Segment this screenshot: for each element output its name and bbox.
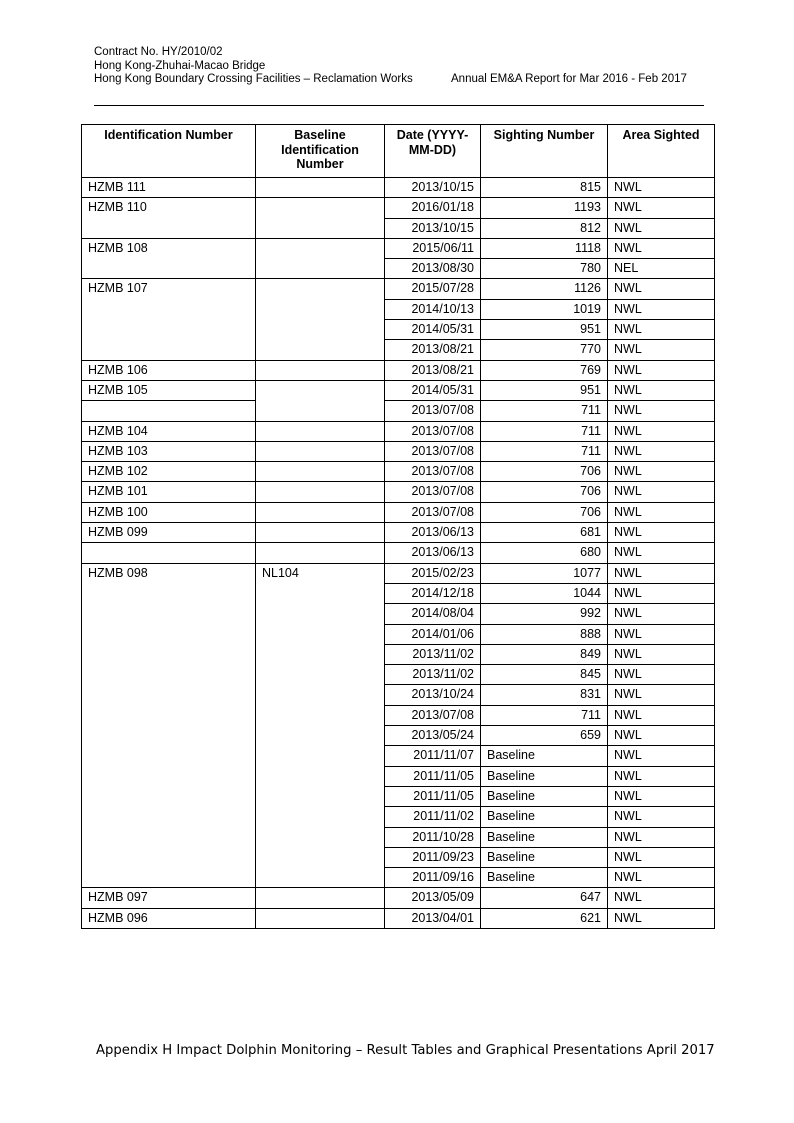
table-row xyxy=(82,908,715,928)
sighting-number-cell: 711 xyxy=(481,441,608,461)
sighting-number-cell: 815 xyxy=(481,178,608,198)
sighting-number-cell: 1019 xyxy=(481,299,608,319)
date-cell: 2013/06/13 xyxy=(385,543,481,563)
date-cell: 2015/06/11 xyxy=(385,238,481,258)
date-cell: 2011/11/02 xyxy=(385,807,481,827)
baseline-identification-cell xyxy=(256,523,385,543)
area-sighted-cell: NWL xyxy=(608,786,715,806)
area-sighted-cell: NWL xyxy=(608,299,715,319)
area-sighted-cell: NWL xyxy=(608,624,715,644)
date-cell: 2013/10/15 xyxy=(385,178,481,198)
table-header-row xyxy=(82,125,715,178)
baseline-identification-cell: NL104 xyxy=(256,563,385,888)
column-header-identification-number: Identification Number xyxy=(82,125,256,178)
area-sighted-cell: NEL xyxy=(608,259,715,279)
table-row xyxy=(82,543,715,563)
area-sighted-cell: NWL xyxy=(608,482,715,502)
sighting-number-cell: 1193 xyxy=(481,198,608,218)
table-row xyxy=(82,888,715,908)
sighting-number-cell: 706 xyxy=(481,462,608,482)
date-cell: 2013/08/30 xyxy=(385,259,481,279)
sighting-number-cell: Baseline xyxy=(481,847,608,867)
date-cell: 2013/07/08 xyxy=(385,421,481,441)
date-cell: 2014/05/31 xyxy=(385,380,481,400)
area-sighted-cell: NWL xyxy=(608,421,715,441)
date-cell: 2013/07/08 xyxy=(385,441,481,461)
baseline-identification-cell xyxy=(256,380,385,421)
date-cell: 2011/09/23 xyxy=(385,847,481,867)
date-cell: 2016/01/18 xyxy=(385,198,481,218)
table-row xyxy=(82,360,715,380)
table-row xyxy=(82,563,715,583)
date-cell: 2014/01/06 xyxy=(385,624,481,644)
sighting-number-cell: 1077 xyxy=(481,563,608,583)
date-cell: 2013/10/15 xyxy=(385,218,481,238)
sighting-number-cell: Baseline xyxy=(481,746,608,766)
date-cell: 2013/06/13 xyxy=(385,523,481,543)
area-sighted-cell: NWL xyxy=(608,888,715,908)
identification-number-cell: HZMB 104 xyxy=(82,421,256,441)
column-header-baseline-identification-number: Baseline Identification Number xyxy=(256,125,385,178)
identification-number-cell xyxy=(82,401,256,421)
project-subtitle: Hong Kong Boundary Crossing Facilities – Reclamation Works xyxy=(94,73,413,86)
date-cell: 2015/07/28 xyxy=(385,279,481,299)
area-sighted-cell: NWL xyxy=(608,198,715,218)
sighting-number-cell: 621 xyxy=(481,908,608,928)
baseline-identification-cell xyxy=(256,908,385,928)
table-body xyxy=(82,178,715,929)
area-sighted-cell: NWL xyxy=(608,746,715,766)
sighting-number-cell: 680 xyxy=(481,543,608,563)
area-sighted-cell: NWL xyxy=(608,726,715,746)
date-cell: 2013/08/21 xyxy=(385,340,481,360)
identification-number-cell: HZMB 100 xyxy=(82,502,256,522)
date-cell: 2014/10/13 xyxy=(385,299,481,319)
table-row xyxy=(82,178,715,198)
identification-number-cell: HZMB 102 xyxy=(82,462,256,482)
area-sighted-cell: NWL xyxy=(608,543,715,563)
table-row xyxy=(82,482,715,502)
identification-number-cell: HZMB 110 xyxy=(82,198,256,239)
sighting-number-cell: Baseline xyxy=(481,786,608,806)
identification-number-cell: HZMB 098 xyxy=(82,563,256,888)
sighting-number-cell: Baseline xyxy=(481,868,608,888)
area-sighted-cell: NWL xyxy=(608,218,715,238)
baseline-identification-cell xyxy=(256,178,385,198)
sighting-number-cell: Baseline xyxy=(481,766,608,786)
page-header xyxy=(94,46,714,87)
column-header-area-sighted: Area Sighted xyxy=(608,125,715,178)
sighting-number-cell: Baseline xyxy=(481,827,608,847)
date-cell: 2014/08/04 xyxy=(385,604,481,624)
baseline-identification-cell xyxy=(256,441,385,461)
page-footer: Appendix H Impact Dolphin Monitoring – Result Tables and Graphical Presentations April 2017 xyxy=(96,1043,715,1058)
area-sighted-cell: NWL xyxy=(608,705,715,725)
identification-number-cell: HZMB 103 xyxy=(82,441,256,461)
area-sighted-cell: NWL xyxy=(608,380,715,400)
area-sighted-cell: NWL xyxy=(608,766,715,786)
date-cell: 2013/11/02 xyxy=(385,665,481,685)
baseline-identification-cell xyxy=(256,482,385,502)
table-row xyxy=(82,198,715,218)
sighting-number-cell: 831 xyxy=(481,685,608,705)
date-cell: 2013/04/01 xyxy=(385,908,481,928)
date-cell: 2013/10/24 xyxy=(385,685,481,705)
date-cell: 2013/07/08 xyxy=(385,462,481,482)
identification-number-cell: HZMB 105 xyxy=(82,380,256,400)
area-sighted-cell: NWL xyxy=(608,279,715,299)
table-row xyxy=(82,502,715,522)
baseline-identification-cell xyxy=(256,360,385,380)
baseline-identification-cell xyxy=(256,543,385,563)
date-cell: 2011/10/28 xyxy=(385,827,481,847)
sighting-number-cell: 706 xyxy=(481,502,608,522)
sighting-number-cell: 647 xyxy=(481,888,608,908)
area-sighted-cell: NWL xyxy=(608,644,715,664)
sightings-table xyxy=(81,124,715,929)
contract-number: Contract No. HY/2010/02 xyxy=(94,46,223,58)
baseline-identification-cell xyxy=(256,888,385,908)
area-sighted-cell: NWL xyxy=(608,360,715,380)
sighting-number-cell: 681 xyxy=(481,523,608,543)
table-row xyxy=(82,421,715,441)
date-cell: 2013/07/08 xyxy=(385,482,481,502)
sighting-number-cell: 1044 xyxy=(481,583,608,603)
area-sighted-cell: NWL xyxy=(608,523,715,543)
identification-number-cell: HZMB 101 xyxy=(82,482,256,502)
identification-number-cell: HZMB 099 xyxy=(82,523,256,543)
date-cell: 2013/05/24 xyxy=(385,726,481,746)
baseline-identification-cell xyxy=(256,279,385,360)
project-name: Hong Kong-Zhuhai-Macao Bridge xyxy=(94,59,266,72)
sighting-number-cell: 951 xyxy=(481,320,608,340)
sighting-number-cell: 770 xyxy=(481,340,608,360)
date-cell: 2014/12/18 xyxy=(385,583,481,603)
area-sighted-cell: NWL xyxy=(608,868,715,888)
sighting-number-cell: 992 xyxy=(481,604,608,624)
date-cell: 2013/07/08 xyxy=(385,705,481,725)
table-row xyxy=(82,238,715,258)
sighting-number-cell: 845 xyxy=(481,665,608,685)
sighting-number-cell: 769 xyxy=(481,360,608,380)
baseline-identification-cell xyxy=(256,198,385,239)
baseline-identification-cell xyxy=(256,502,385,522)
sighting-number-cell: 711 xyxy=(481,401,608,421)
sighting-number-cell: 1126 xyxy=(481,279,608,299)
baseline-identification-cell xyxy=(256,421,385,441)
sighting-number-cell: 659 xyxy=(481,726,608,746)
report-title: Annual EM&A Report for Mar 2016 - Feb 2017 xyxy=(451,73,687,85)
date-cell: 2011/11/05 xyxy=(385,786,481,806)
sighting-number-cell: 951 xyxy=(481,380,608,400)
sighting-number-cell: 711 xyxy=(481,705,608,725)
area-sighted-cell: NWL xyxy=(608,178,715,198)
area-sighted-cell: NWL xyxy=(608,583,715,603)
baseline-identification-cell xyxy=(256,462,385,482)
identification-number-cell xyxy=(82,543,256,563)
column-header-sighting-number: Sighting Number xyxy=(481,125,608,178)
identification-number-cell: HZMB 108 xyxy=(82,238,256,279)
area-sighted-cell: NWL xyxy=(608,340,715,360)
area-sighted-cell: NWL xyxy=(608,908,715,928)
sighting-number-cell: 780 xyxy=(481,259,608,279)
identification-number-cell: HZMB 097 xyxy=(82,888,256,908)
area-sighted-cell: NWL xyxy=(608,320,715,340)
table-row xyxy=(82,279,715,299)
date-cell: 2011/11/07 xyxy=(385,746,481,766)
sighting-number-cell: 849 xyxy=(481,644,608,664)
table-row xyxy=(82,523,715,543)
area-sighted-cell: NWL xyxy=(608,807,715,827)
area-sighted-cell: NWL xyxy=(608,502,715,522)
area-sighted-cell: NWL xyxy=(608,847,715,867)
date-cell: 2013/07/08 xyxy=(385,401,481,421)
sighting-number-cell: 888 xyxy=(481,624,608,644)
area-sighted-cell: NWL xyxy=(608,462,715,482)
identification-number-cell: HZMB 106 xyxy=(82,360,256,380)
sighting-number-cell: 706 xyxy=(481,482,608,502)
table-row xyxy=(82,380,715,400)
date-cell: 2013/05/09 xyxy=(385,888,481,908)
date-cell: 2013/07/08 xyxy=(385,502,481,522)
area-sighted-cell: NWL xyxy=(608,238,715,258)
date-cell: 2013/11/02 xyxy=(385,644,481,664)
header-divider xyxy=(94,105,704,106)
sighting-number-cell: 711 xyxy=(481,421,608,441)
sighting-number-cell: 812 xyxy=(481,218,608,238)
identification-number-cell: HZMB 107 xyxy=(82,279,256,360)
table-row xyxy=(82,401,715,421)
date-cell: 2011/09/16 xyxy=(385,868,481,888)
area-sighted-cell: NWL xyxy=(608,563,715,583)
sighting-number-cell: Baseline xyxy=(481,807,608,827)
date-cell: 2015/02/23 xyxy=(385,563,481,583)
baseline-identification-cell xyxy=(256,238,385,279)
date-cell: 2011/11/05 xyxy=(385,766,481,786)
table-row xyxy=(82,462,715,482)
area-sighted-cell: NWL xyxy=(608,827,715,847)
column-header-date: Date (YYYY-MM-DD) xyxy=(385,125,481,178)
area-sighted-cell: NWL xyxy=(608,401,715,421)
sighting-number-cell: 1118 xyxy=(481,238,608,258)
area-sighted-cell: NWL xyxy=(608,441,715,461)
table-row xyxy=(82,441,715,461)
date-cell: 2014/05/31 xyxy=(385,320,481,340)
identification-number-cell: HZMB 096 xyxy=(82,908,256,928)
date-cell: 2013/08/21 xyxy=(385,360,481,380)
area-sighted-cell: NWL xyxy=(608,685,715,705)
identification-number-cell: HZMB 111 xyxy=(82,178,256,198)
area-sighted-cell: NWL xyxy=(608,604,715,624)
area-sighted-cell: NWL xyxy=(608,665,715,685)
